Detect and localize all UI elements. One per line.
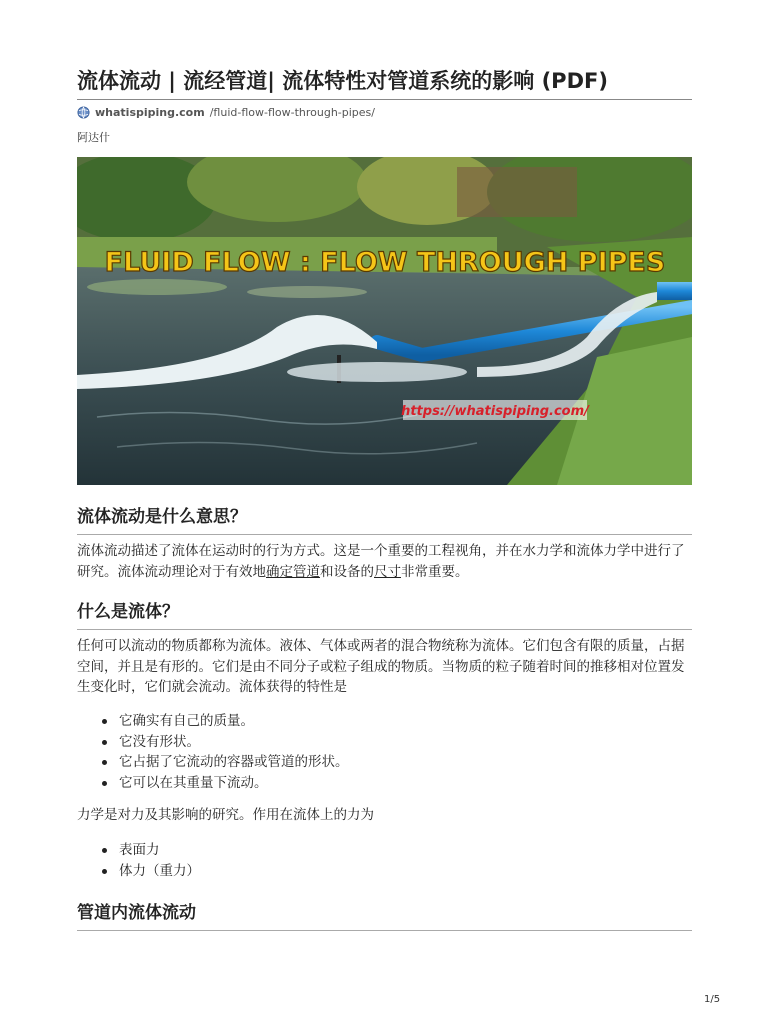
hero-photo — [77, 157, 692, 485]
globe-icon — [77, 106, 90, 119]
source-line — [77, 106, 375, 119]
section-heading-what-is-fluid: 什么是流体？ — [77, 601, 692, 630]
list-item: 它确实有自己的质量。 — [77, 711, 692, 732]
list-item: 体力（重力） — [77, 861, 692, 882]
list-item: 表面力 — [77, 840, 692, 861]
source-path: /fluid-flow-flow-through-pipes/ — [209, 106, 375, 119]
list-item: 它没有形状。 — [77, 732, 692, 753]
list-item: 它可以在其重量下流动。 — [77, 773, 692, 794]
author: 阿达什 — [77, 131, 110, 144]
section-paragraph-mechanics: 力学是对力及其影响的研究。作用在流体上的力为 — [77, 807, 374, 823]
section-paragraph-flow: 流体流动描述了流体在运动时的行为方式。这是一个重要的工程视角，并在水力学和流体力学中进行了研究。流体流动理论对于有效地确定管道和设备的尺寸非常重要。 — [77, 543, 685, 580]
section-heading-what-is-flow: 流体流动是什么意思？ — [77, 506, 692, 535]
forces-list — [77, 840, 692, 881]
hero-image — [77, 157, 692, 485]
hero-url-label: https://whatispiping.com/ — [401, 404, 589, 419]
page-title: 流体流动 | 流经管道| 流体特性对管道系统的影响 (PDF) — [77, 67, 692, 100]
section-paragraph-fluid: 任何可以流动的物质都称为流体。液体、气体或两者的混合物统称为流体。它们包含有限的质量，占据空间，并且是有形的。它们是由不同分子或粒子组成的物质。当物质的粒子随着时间的推移相对位置发生变化时，它们就会流动。流体获得的特性是 — [77, 638, 685, 695]
section-heading-flow-in-pipes: 管道内流体流动 — [77, 902, 692, 931]
hero-banner-title: FLUID FLOW : FLOW THROUGH PIPES — [104, 247, 666, 278]
fluid-properties-list — [77, 711, 692, 793]
source-domain-link[interactable]: whatispiping.com — [95, 106, 205, 119]
size-link[interactable]: 尺寸 — [374, 563, 401, 580]
list-item: 它占据了它流动的容器或管道的形状。 — [77, 752, 692, 773]
sizing-pipe-link[interactable]: 确定管道 — [266, 563, 320, 580]
page-number: 1/5 — [704, 994, 721, 1005]
